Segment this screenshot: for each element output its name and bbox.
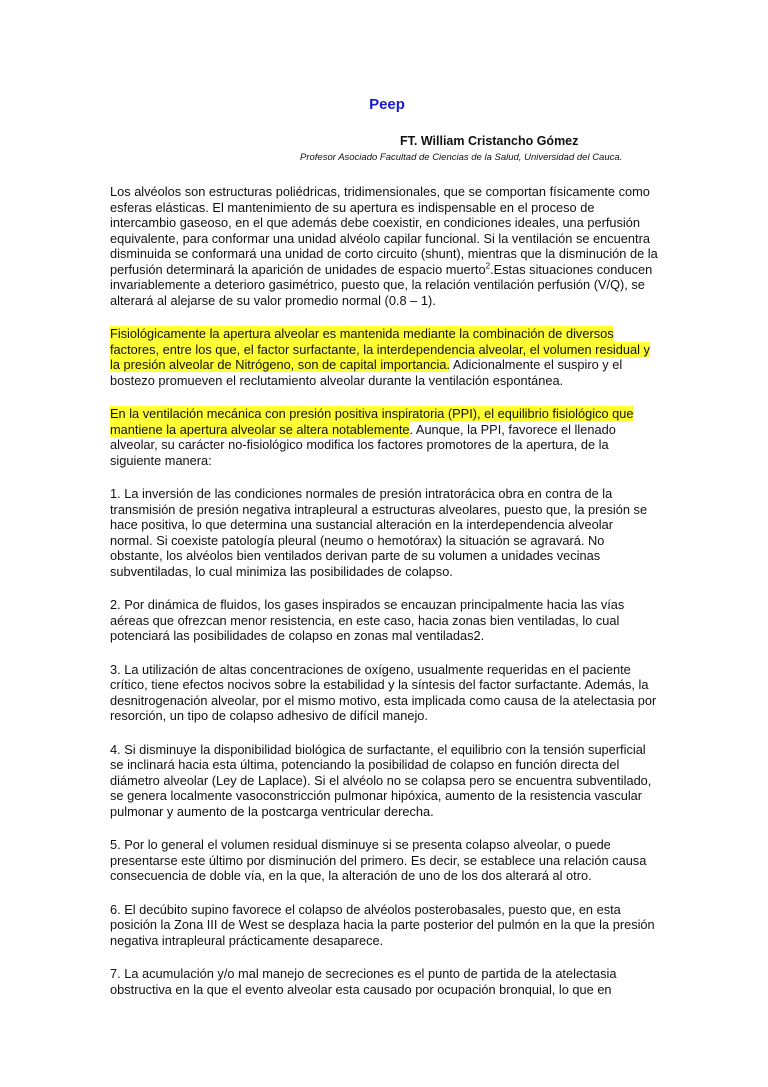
paragraph-mechanical-ventilation <box>110 406 658 468</box>
paragraph-intro-text: Los alvéolos son estructuras poliédricas, tridimensionales, que se comportan físicamente como esferas elásticas. El mantenimiento de su apertura es indispensable en el proceso de intercambio gaseoso, en el que además debe coexistir, en condiciones ideales, una perfusión equivalente, para conformar una unidad alvéolo capilar funcional. Si la ventilación se encuentra disminuida se conformará una unidad de corto circuito (shunt), mientras que la disminución de la perfusión determinará la aparición de unidades de espacio muerto <box>110 184 658 277</box>
highlighted-text: En la ventilación mecánica con presión positiva inspiratoria (PPI), el equilibrio fisiológico que mantiene la apertura alveolar se altera notablemente <box>110 406 634 437</box>
paragraph-text: . Aunque, la PPI, favorece el llenado alveolar, su carácter no-fisiológico modifica los factores promotores de la apertura, de la siguiente manera: <box>110 421 616 468</box>
list-item-4: 4. Si disminuye la disponibilidad biológica de surfactante, el equilibrio con la tensión superficial se inclinará hacia esta última, potenciando la posibilidad de colapso en función directa del diámetro alveolar (Ley de Laplace). Si el alvéolo no se colapsa pero se encuentra subventilado, se genera localmente vasoconstricción pulmonar hipóxica, aumento de la resistencia vascular pulmonar y aumento de la postcarga ventricular derecha. <box>110 741 652 819</box>
list-item-6: 6. El decúbito supino favorece el colapso de alvéolos posterobasales, puesto que, en esta posición la Zona III de West se desplaza hacia la parte posterior del pulmón en la que la presión negativa intrapleural prácticamente desaparece. <box>110 901 655 948</box>
author-affiliation: Profesor Asociado Facultad de Ciencias de la Salud, Universidad del Cauca. <box>300 152 623 163</box>
list-item-1: 1. La inversión de las condiciones normales de presión intratorácica obra en contra de la transmisión de presión negativa intrapleural a estructuras alveolares, puesto que, la presión se hace positiva, lo que determina una sustancial alteración en la interdependencia alveolar normal. Si coexiste patología pleural (neumo o hemotórax) la situación se agravará. No obstante, los alvéolos bien ventilados derivan parte de su volumen a unidades vecinas subventiladas, lo cual minimiza las posibilidades de colapso. <box>110 486 648 579</box>
highlighted-text: Fisiológicamente la apertura alveolar es mantenida mediante la combinación de diversos factores, entre los que, el factor surfactante, la interdependencia alveolar, el volumen residual y la presión alveolar de Nitrógeno, son de capital importancia. <box>110 326 650 372</box>
document-body <box>110 184 658 1015</box>
author-name: FT. William Cristancho Gómez <box>400 134 579 148</box>
list-item-5: 5. Por lo general el volumen residual disminuye si se presenta colapso alveolar, o puede presentarse este último por disminución del primero. Es decir, se establece una relación causa consecuencia de doble vía, en la que, la alteración de uno de los dos alterará al otro. <box>110 837 647 883</box>
paragraph-intro <box>110 184 658 308</box>
document-title: Peep <box>369 96 405 113</box>
paragraph-text: Adicionalmente el suspiro y el bostezo promueven el reclutamiento alveolar durante la ventilación espontánea. <box>110 357 623 388</box>
list-item-2: 2. Por dinámica de fluidos, los gases inspirados se encauzan principalmente hacia las vías aéreas que ofrezcan menor resistencia, en este caso, hacia zonas bien ventiladas, lo cual potenciará las posibilidades de colapso en zonas mal ventiladas2. <box>110 597 625 643</box>
list-item-3: 3. La utilización de altas concentraciones de oxígeno, usualmente requeridas en el paciente crítico, tiene efectos nocivos sobre la estabilidad y la síntesis del factor surfactante. Además, la desnitrogenación alveolar, por el mismo motivo, esta implicada como causa de la atelectasia por resorción, un tipo de colapso adhesivo de difícil manejo. <box>110 661 657 723</box>
list-item-7: 7. La acumulación y/o mal manejo de secreciones es el punto de partida de la atelectasia obstructiva en la que el evento alveolar esta causado por ocupación bronquial, lo que en <box>110 966 617 997</box>
footnote-ref: 2 <box>485 261 491 271</box>
paragraph-physiology <box>110 326 658 388</box>
paragraph-intro-text-cont: .Estas situaciones conducen invariablemente a deterioro gasimétrico, puesto que, la relación ventilación perfusión (V/Q), se alterará al alejarse de su valor promedio normal (0.8 – 1). <box>110 261 653 308</box>
